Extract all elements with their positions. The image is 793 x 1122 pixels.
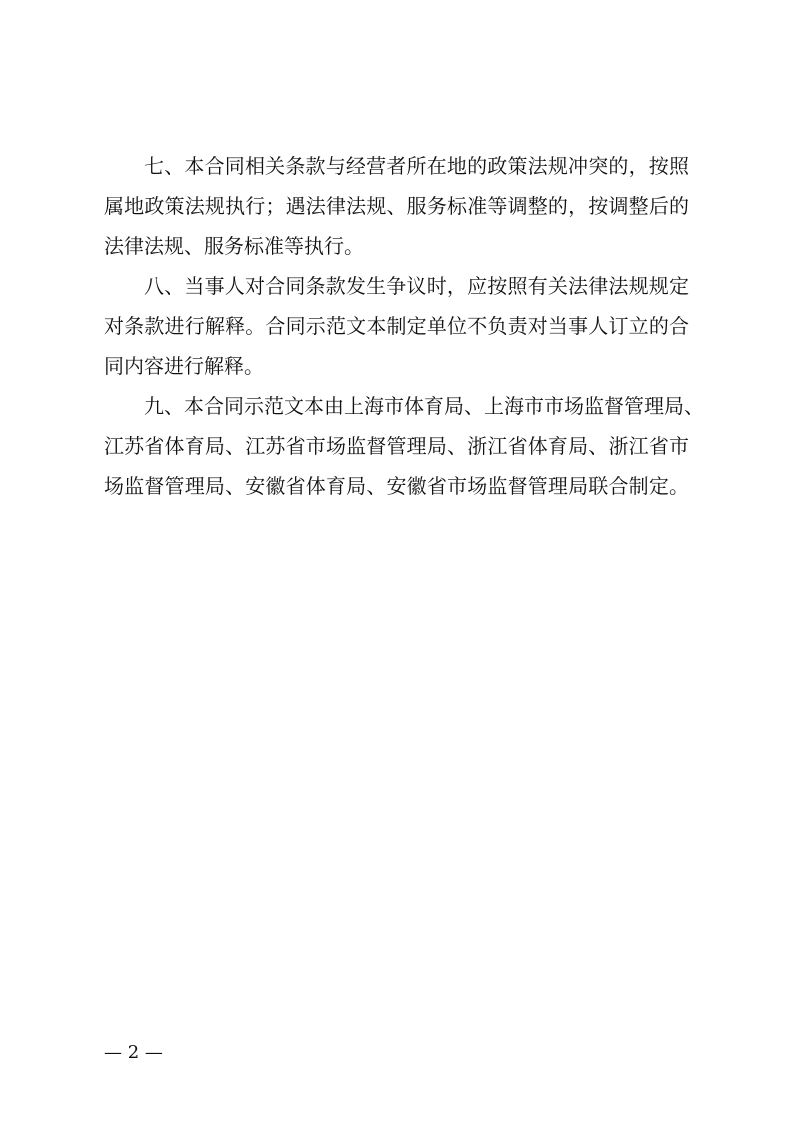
paragraph-8-line-2: 对条款进行解释。合同示范文本制定单位不负责对当事人订立的合 [104,314,689,338]
paragraph-9-line-2: 江苏省体育局、江苏省市场监督管理局、浙江省体育局、浙江省市 [104,434,689,458]
paragraph-8-line-1: 八、当事人对合同条款发生争议时，应按照有关法律法规规定 [144,274,689,298]
paragraph-8-line-3: 同内容进行解释。 [104,354,264,378]
paragraph-9-line-3: 场监督管理局、安徽省体育局、安徽省市场监督管理局联合制定。 [104,474,689,498]
page-number: — 2 — [104,1042,163,1063]
paragraph-7-line-2: 属地政策法规执行；遇法律法规、服务标准等调整的，按调整后的 [104,194,689,218]
paragraph-7-line-1: 七、本合同相关条款与经营者所在地的政策法规冲突的，按照 [144,154,689,178]
paragraph-9-line-1: 九、本合同示范文本由上海市体育局、上海市市场监督管理局、 [144,394,704,418]
paragraph-7-line-3: 法律法规、服务标准等执行。 [104,234,364,258]
